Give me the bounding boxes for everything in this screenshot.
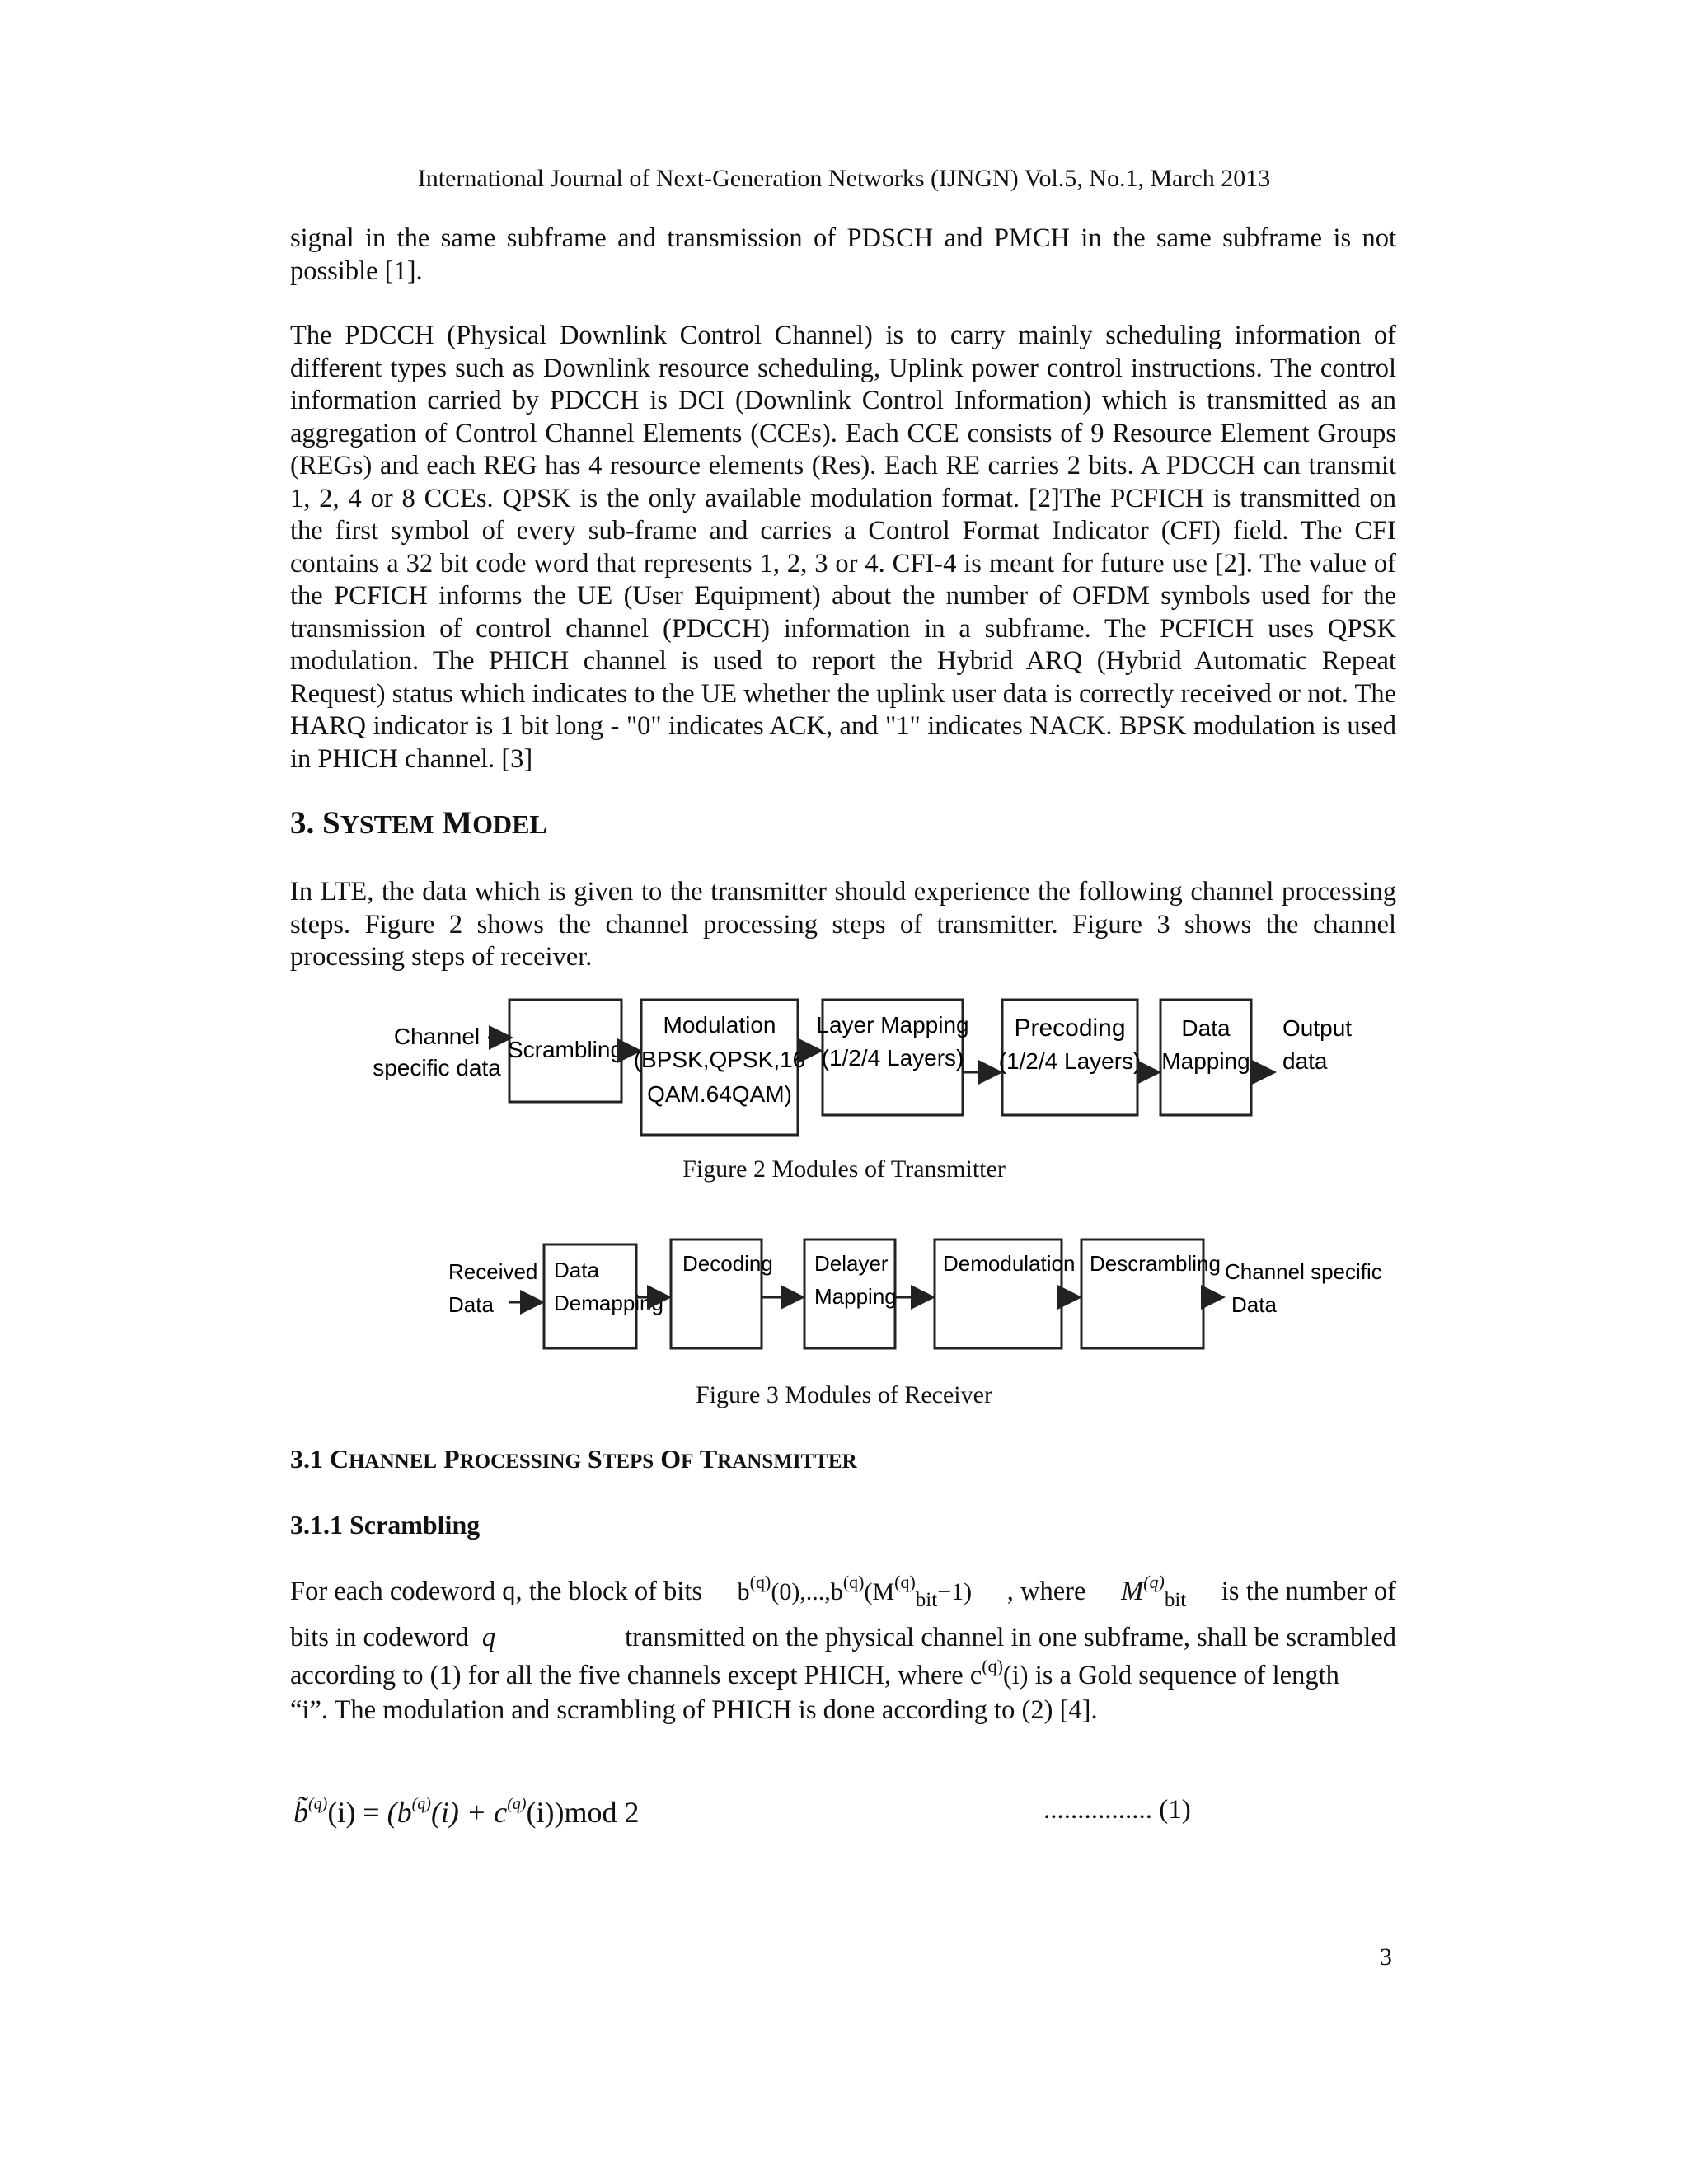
- figure-2-transmitter-diagram: [373, 993, 1353, 1141]
- svg-text:Data: Data: [554, 1258, 599, 1282]
- svg-text:Precoding: Precoding: [1014, 1015, 1126, 1042]
- svg-text:Scrambling: Scrambling: [507, 1037, 624, 1062]
- svg-text:Output: Output: [1282, 1015, 1353, 1041]
- section-3-heading: 3. SYSTEM MODEL: [290, 805, 547, 841]
- page-number: 3: [1380, 1943, 1392, 1971]
- svg-text:Mapping: Mapping: [1161, 1048, 1250, 1074]
- svg-text:Data: Data: [1181, 1015, 1231, 1041]
- paragraph-1: signal in the same subframe and transmission of PDSCH and PMCH in the same subframe is not possible [1].: [290, 223, 1396, 286]
- heading-word-rest: F: [681, 1451, 694, 1473]
- svg-text:Demodulation: Demodulation: [943, 1251, 1076, 1276]
- paragraph-scrambling: For each codeword q, the block of bits $b^{(q)}(0),...,b^{(q)}(M^{(q)}_{bit}-1)$ , where $M^{(q)}_{bit}$ is the number of bits in codeword q transmitted on the physical channel in one subframe, shall be scrambled according to (1) for all the five channels except PHICH, where $c^{(q)}(i)$ is a Gold sequence of length “i”. The modulation and scrambling of PHICH is done according to (2) [4].: [290, 1572, 1396, 1725]
- paragraph-system-model: In LTE, the data which is given to the transmitter should experience the following channel processing steps. Figure 2 shows the channel processing steps of transmitter. Figure 3 shows the channel processing steps of receiver.: [290, 877, 1396, 972]
- heading-word-cap: O: [660, 1444, 682, 1474]
- svg-text:specific data: specific data: [373, 1055, 501, 1080]
- heading-word-cap: C: [330, 1444, 349, 1474]
- svg-text:Descrambling: Descrambling: [1090, 1251, 1221, 1276]
- inline-math-mbit: $M^{(q)}_{bit}$: [1121, 1572, 1187, 1611]
- svg-text:(1/2/4 Layers): (1/2/4 Layers): [821, 1045, 964, 1071]
- figure-3-caption: Figure 3 Modules of Receiver: [696, 1381, 992, 1408]
- heading-word-rest: RANSMITTER: [717, 1451, 857, 1473]
- fig3-output-label: [1225, 1259, 1382, 1317]
- journal-header: International Journal of Next-Generation Networks (IJNGN) Vol.5, No.1, March 2013: [417, 165, 1271, 192]
- svg-text:Delayer: Delayer: [814, 1251, 889, 1276]
- svg-text:Data: Data: [1231, 1292, 1277, 1317]
- figure-3-receiver-diagram: [445, 1236, 1382, 1360]
- fig3-input-label: [448, 1259, 537, 1317]
- svg-text:QAM.64QAM): QAM.64QAM): [647, 1081, 792, 1107]
- svg-text:Mapping: Mapping: [814, 1284, 897, 1309]
- svg-text:Decoding: Decoding: [682, 1251, 773, 1276]
- heading-word-rest: HANNEL: [349, 1451, 438, 1473]
- equation-1: b̃$^{(q)}$(i) = $(b^{(q)}(i) + c^{(q)}(i))mod$ 2: [293, 1795, 640, 1829]
- paragraph-pdcch: The PDCCH (Physical Downlink Control Channel) is to carry mainly scheduling information of different types such as Downlink resource scheduling, Uplink power control instructions. The control information carried by PDCCH is DCI (Downlink Control Information) which is transmitted as an aggregation of Control Channel Elements (CCEs). Each CCE consists of 9 Resource Element Groups (REGs) and each REG has 4 resource elements (Res). Each RE carries 2 bits. A PDCCH can transmit 1, 2, 4 or 8 CCEs. QPSK is the only available modulation format. [2]The PCFICH is transmitted on the first symbol of every sub-frame and carries a Control Format Indicator (CFI) field. The CFI contains a 32 bit code word that represents 1, 2, 3 or 4. CFI-4 is meant for future use [2]. The value of the PCFICH informs the UE (User Equipment) about the number of OFDM symbols used for the transmission of control channel (PDCCH) information in a subframe. The PCFICH uses QPSK modulation. The PHICH channel is used to report the Hybrid ARQ (Hybrid Automatic Repeat Request) status which indicates to the UE whether the uplink user data is correctly received or not. The HARQ indicator is 1 bit long - "0" indicates ACK, and "1" indicates NACK. BPSK modulation is used in PHICH channel. [3]: [290, 321, 1396, 774]
- heading-word-rest: TEPS: [602, 1451, 654, 1473]
- inline-math-bits: $b^{(q)}(0),...,b^{(q)}(M^{(q)}_{bit}-1)$: [737, 1572, 973, 1611]
- svg-text:Channel: Channel: [393, 1024, 481, 1049]
- fig2-output-label: [1282, 1015, 1352, 1074]
- svg-text:(BPSK,QPSK,16: (BPSK,QPSK,16: [633, 1047, 806, 1072]
- equation-number: ................ (1): [1043, 1795, 1191, 1825]
- svg-text:Received: Received: [448, 1259, 538, 1284]
- fig2-input-label: [373, 1024, 501, 1080]
- heading-word-cap: T: [699, 1444, 718, 1474]
- svg-text:Layer Mapping: Layer Mapping: [816, 1012, 969, 1038]
- heading-word-rest: ROCESSING: [459, 1451, 581, 1473]
- svg-text:data: data: [1282, 1048, 1328, 1074]
- section-3-1-heading: 3.1 CHANNEL PROCESSING STEPS OF TRANSMITTER: [290, 1444, 857, 1474]
- section-3-1-1-heading: 3.1.1 Scrambling: [290, 1510, 481, 1540]
- svg-text:Data: Data: [448, 1292, 494, 1317]
- figure-2-caption: Figure 2 Modules of Transmitter: [682, 1155, 1006, 1183]
- svg-text:Channel specific: Channel specific: [1225, 1259, 1382, 1284]
- svg-text:(1/2/4 Layers): (1/2/4 Layers): [998, 1048, 1142, 1074]
- svg-text:Modulation: Modulation: [663, 1012, 776, 1038]
- heading-word-cap: P: [443, 1444, 460, 1474]
- svg-text:Demapping: Demapping: [554, 1291, 663, 1315]
- heading-word-cap: S: [587, 1444, 603, 1474]
